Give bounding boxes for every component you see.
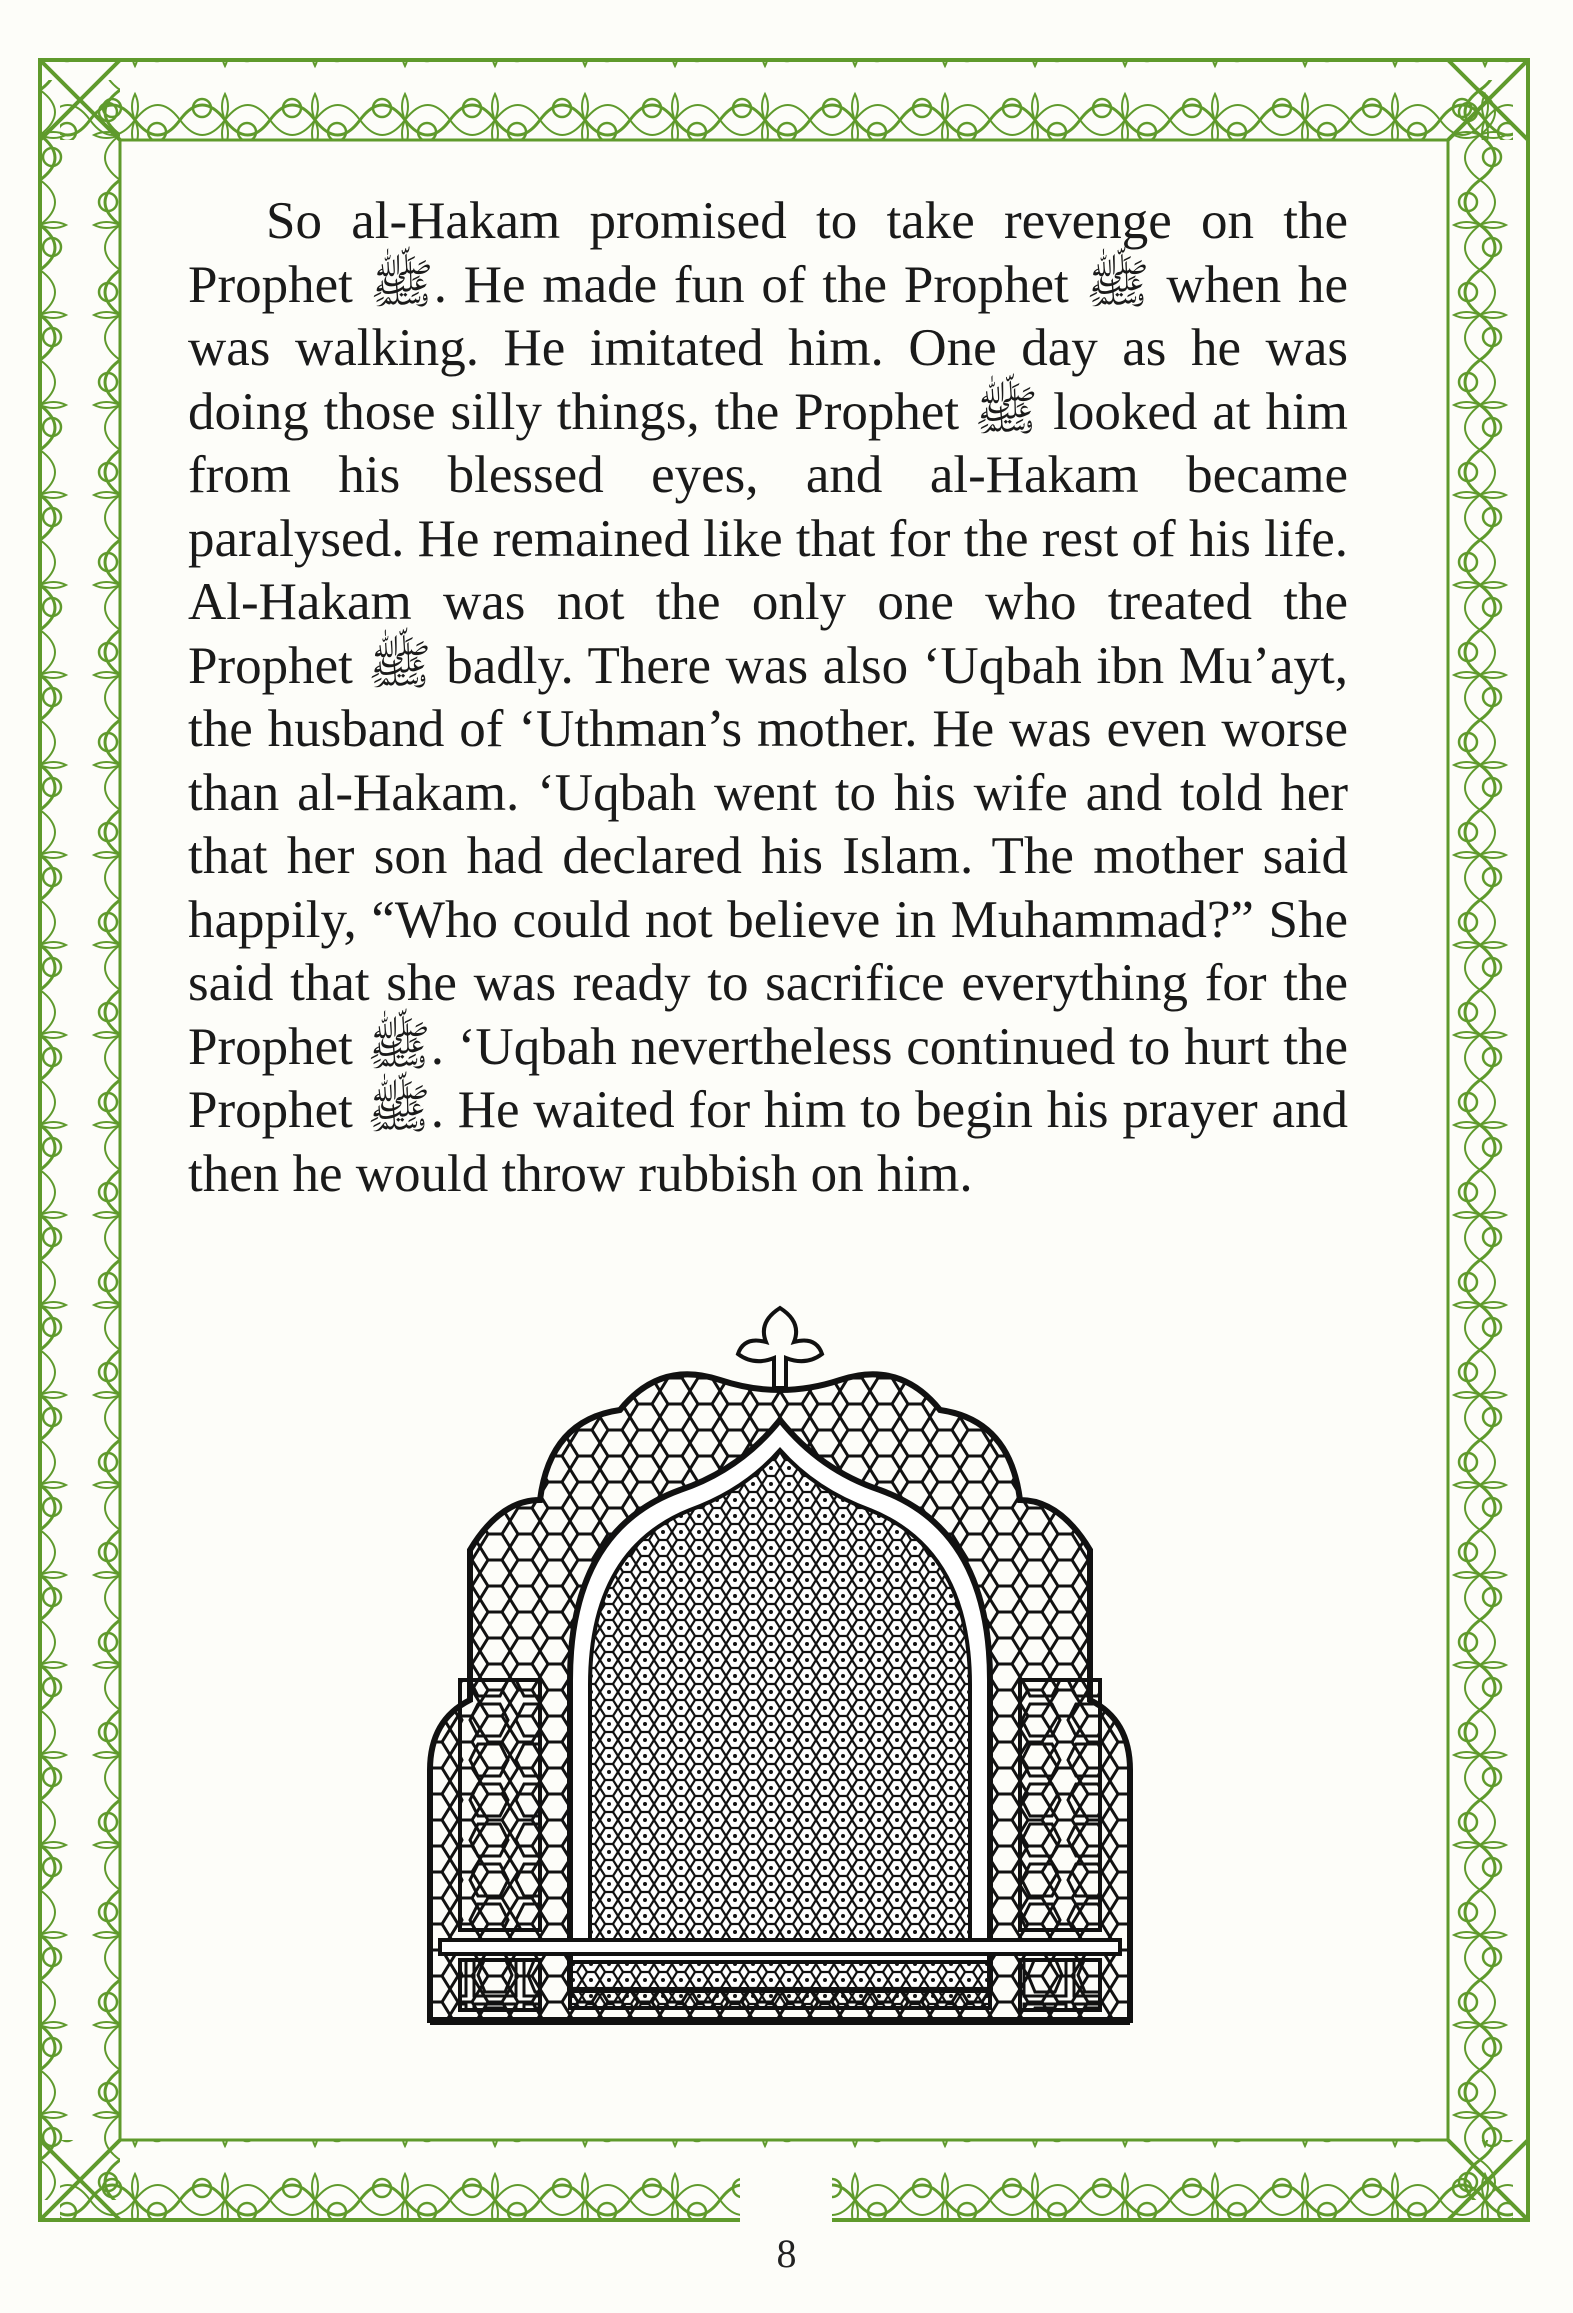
paragraph: So al-Hakam promised to take revenge on the Prophet ﷺ. He made fun of the Prophet ﷺ when he was walking. He imitated him. One day as he was doing those silly things, the Prophet ﷺ looked at him from his blessed eyes, and al-Hakam became paralysed. He remained like that for the rest of his life. Al-Hakam was not the only one who treated the Prophet ﷺ badly. There was also ‘Uqbah ibn Mu’ayt, the husband of ‘Uthman’s mother. He was even worse than al-Hakam. ‘Uqbah went to his wife and told her that her son had declared his Islam. The mother said happily, “Who could not believe in Muhammad?” She said that she was ready to sacrifice everything for the Prophet ﷺ. ‘Uqbah nevertheless continued to hurt the Prophet ﷺ. He waited for him to begin his prayer and then he would throw rubbish on him.: [188, 192, 1349, 1203]
lattice-window-icon: [420, 1300, 1140, 2060]
page-number: 8: [776, 2231, 797, 2276]
body-text: [188, 190, 1348, 1206]
